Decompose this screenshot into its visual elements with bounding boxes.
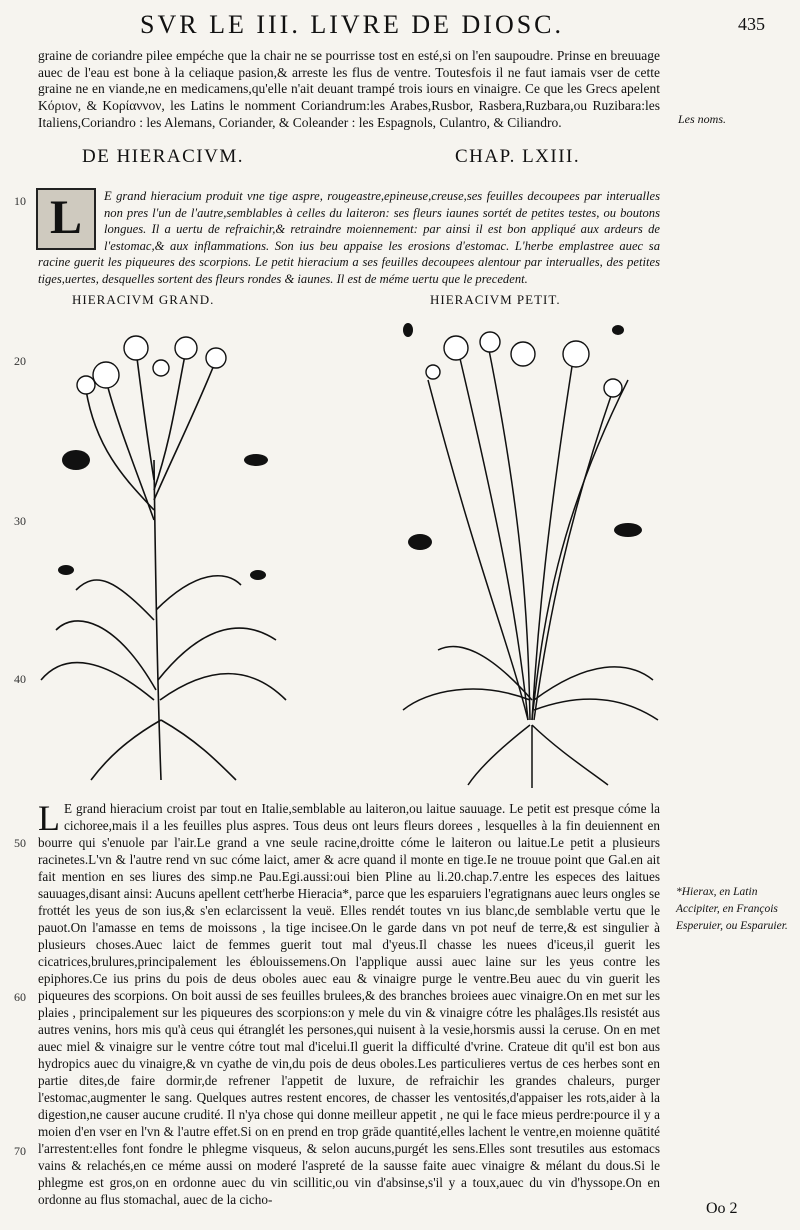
main-paragraph [38, 800, 660, 1208]
figure-label-petit: HIERACIVM PETIT. [430, 292, 561, 307]
line-number-10: 10 [14, 194, 26, 208]
line-number-50: 50 [14, 836, 26, 850]
main-dropcap: L [38, 798, 60, 838]
chapter-title: DE HIERACIVM. [82, 146, 244, 167]
signature-mark: Oo 2 [706, 1200, 738, 1217]
line-number-40: 40 [14, 672, 26, 686]
hieracium-grand-woodcut [36, 320, 296, 790]
line-number-60: 60 [14, 990, 26, 1004]
margin-note-names: Les noms. [678, 112, 727, 126]
chapter-intro [38, 188, 660, 287]
line-number-30: 30 [14, 514, 26, 528]
hieracium-petit-woodcut [398, 320, 662, 790]
chapter-number: CHAP. LXIII. [455, 146, 581, 167]
margin-note-hierax: *Hierax, en Latin Accipiter, en François Esperuier, ou Esparuier. [676, 886, 788, 932]
chapter-intro-text: E grand hieracium produit vne tige aspre, rougeastre,epineuse,creuse,ses feuilles decoupees par interualles non pres l'un de l'autre,semblables à celles du laiteron: ses fleurs iaunes sortét de petites testes, ou boutons longues. Il a uertu de refraichir,& retraindre moiennement: par ainsi il est bon appliqué aux ardeurs de l'estomac,& aux inflammations. Son ius beu appaise les erosions d'estomac. L'herbe emplastree auec sa racine guerit les piqueures des scorpions. Le petit hieracium a ses feuilles decoupees alentour par interualles, des petites tiges,uertes, desquelles sortent des fleurs rondes & iaunes. Il est de méme uertu que le precedent. [38, 189, 660, 286]
line-number-20: 20 [14, 354, 26, 368]
figure-label-grand: HIERACIVM GRAND. [72, 292, 215, 307]
main-paragraph-text: E grand hieracium croist par tout en Italie,semblable au laiteron,ou laitue sauuage. Le petit est presque cóme la cichoree,mais il a les feuilles plus aspres. Tous deus ont leurs fleurs dorees , lesquelles à la fin deuiennent en bourre qui s'enuole par l'air.Le grand a vne seule racine,droitte cóme le laiteron ou laitue.Le petit a plusieurs racinetes.L'vn & l'autre rend vn suc cóme laict, amer & acre quand il monte en tige.Ie ne trouue point que Gal.en ait fait mention en ses liures des simp.ne Pau.Egi.aussi:oui bien Pline au li.20.chap.7.entre les especes des laitues sauuages,disant ainsi: Aucuns apellent cett'herbe Hieracia*, parce que les esparuiers l'egratignans auec leurs ongles se frottét les yeus de son ius,& s'en eclarcissent la veuë. Elles rendét toutes vn ius blanc,de semblable vertu que le pauot.On l'amasse en tems de moissons , la tige incisee.On le garde dans vn pot neuf de terre,& est singulier à plusieurs choses.Auec laict de femmes guerit tout mal d'yeus.Il chasse les nuees d'iceus,il guerit les cicatrices,brulures,principalement les éblouissemens.On l'applique aussi auec laine sur les yeus contre les epiphores.Ce ius prins du pois de deus oboles auec eau & vinaigre purge le ventre.Beu auec du vin guerit les piqueures des scorpions. On boit aussi de ses feuilles brulees,& des branches broiees auec vinaigre.On en met sur les plaies , principalement sur les piqueures des scorpions:on y mele du vin & vinaigre cótre les phalâges.Ils resistét aus autres venins, hors mis qu'à ceus qui étranglét les persones,qui nuisent à la vesie,horsmis aussi la ceruse. On en met auec miel & vinaigre sur le ventre cótre tout mal d'icelui.Il guerit la difficulté d'vrine. Crateue dit qu'il est bon aus hydropics auec du vinaigre,& vn cyathe de vin,du pois de deus oboles.Les particulieres vertus de ces herbes sont en partie dites,de faire dormir,de refrener l'appetit de luxure, de refraichir les grandes chaleurs, purger l'estomac,augmenter le sang. Quelques autres restent encores, de chasser les ventosités,d'appaiser les rots,aider à la digestion,ne causer aucune crudité. Il n'ya chose qui donne meilleur appetit , ne qui le face mieus perdre:pource il y a moien d'en vser en l'vn & l'autre effet.Si on en prend en trop grāde quantité,elles lachent le ventre,en moienne quātité l'arrestent:elles font fondre le phlegme visqueus, & selon aucuns,purgét les sens.Elles sont tresutiles aus estomacs vains & relachés,en ce méme aussi on moderé l'aspreté de la sausse faite auec vinaigre & mélant du dous.Si le phlegme est gros,on en ordonne auec du vin scillitic,ou vin d'absinse,s'il y a toux,auec du vin d'hyssope.On en ordonne au flus stomachal, auec de la cicho- [38, 801, 660, 1207]
line-number-70: 70 [14, 1144, 26, 1158]
ornamental-dropcap: L [36, 188, 96, 250]
running-title: SVR LE III. LIVRE DE DIOSC. [140, 10, 565, 39]
intro-paragraph: graine de coriandre pilee empéche que la chair ne se pourrisse tost en esté,si on l'en saupoudre. Prinse en breuuage auec de l'eau est bone à la celiaque pasion,& arreste les flus de ventre. Toutesfois il ne faut iamais vser de cette graine ne en viande,ne en medicamens,qu'elle n'ait deuant trampé trois iours en vinaigre. Ce que les Grecs apelent Κόριον, & Κορίαννον, les Latins le nomment Coriandrum:les Arabes,Rusbor, Rasbera,Ruzbara,ou Ruzibara:les Italiens,Coriandro : les Alemans, Coriander, & Coleander : les Espagnols, Culantro, & Ciliandro. [38, 48, 660, 130]
page-number: 435 [738, 14, 765, 34]
